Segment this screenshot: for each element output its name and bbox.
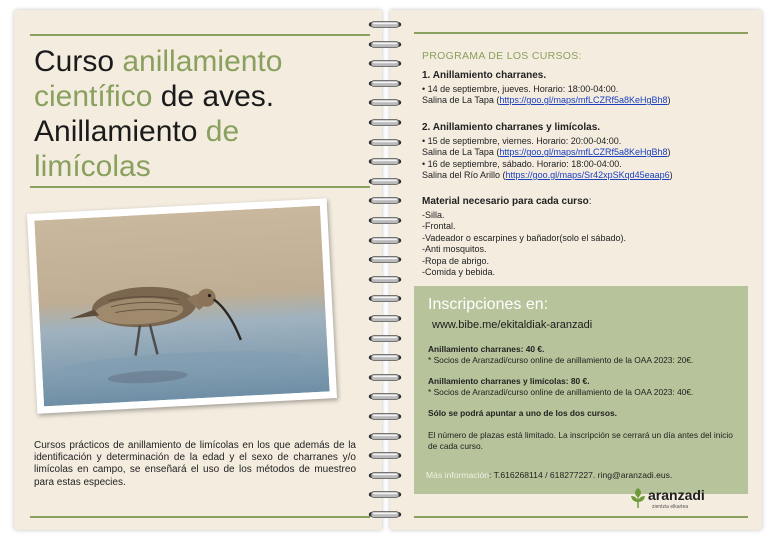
course-1-date: • 14 de septiembre, jueves. Horario: 18:00-04:00.: [422, 83, 619, 94]
spiral-ring: [368, 59, 402, 68]
bird-photo-frame: [27, 198, 337, 413]
only-one-note: [428, 408, 740, 419]
material-item: -Comida y bebida.: [422, 267, 496, 277]
course-2-title: 2. Anillamiento charranes y limícolas.: [422, 122, 601, 133]
spiral-ring: [368, 98, 402, 107]
material-title: [422, 196, 752, 208]
spiral-ring: [368, 432, 402, 441]
spiral-ring: [368, 294, 402, 303]
course-1-place: [422, 95, 752, 107]
title-part-accent: científico: [34, 80, 153, 113]
title-part-accent: limícolas: [34, 150, 151, 183]
material-list: [422, 196, 752, 279]
bottom-rule: [30, 516, 370, 518]
spiral-ring: [368, 177, 402, 186]
map-link[interactable]: https://goo.gl/maps/Sr42xpSKqd45eaap6: [505, 170, 670, 180]
place-close: ): [667, 147, 671, 157]
spiral-ring: [368, 451, 402, 460]
spiral-ring: [368, 40, 402, 49]
more-info-value: : T.616268114 / 618277227. ring@aranzadi.eus.: [489, 470, 673, 480]
spiral-ring: [368, 118, 402, 127]
title-part: de aves.: [152, 80, 275, 113]
material-item: -Ropa de abrigo.: [422, 255, 490, 266]
program-heading: PROGRAMA DE LOS CURSOS:: [422, 50, 582, 62]
place-label: Salina de La Tapa (: [422, 95, 500, 105]
spiral-ring: [368, 314, 402, 323]
spiral-ring: [368, 236, 402, 245]
spiral-ring: [368, 412, 402, 421]
spiral-binding: [362, 14, 408, 526]
bird-photo: [34, 206, 329, 407]
course-2: [422, 122, 752, 182]
map-link[interactable]: https://goo.gl/maps/mfLCZRf5a8KeHgBh8: [499, 147, 668, 157]
spiral-ring: [368, 275, 402, 284]
spiral-ring: [368, 392, 402, 401]
course-2-date-1: • 15 de septiembre, viernes. Horario: 20:00-04:00.: [422, 135, 622, 146]
place-close: ): [667, 95, 671, 105]
title-part-accent: anillamiento: [122, 45, 283, 78]
title-part: Anillamiento: [34, 115, 206, 148]
logo-tagline: zientzia elkartea: [652, 504, 689, 510]
course-2-place-1: [422, 147, 752, 159]
price-2-note: * Socios de Aranzadi/curso online de anillamiento de la OAA 2023: 40€.: [428, 386, 694, 397]
spiral-ring: [368, 216, 402, 225]
title-part-accent: de: [205, 115, 240, 148]
spiral-ring: [368, 196, 402, 205]
inscriptions-box: [414, 286, 748, 494]
logo-name: aranzadi: [648, 487, 705, 503]
place-label: Salina de La Tapa (: [422, 147, 500, 157]
material-title-text: Material necesario para cada curso: [422, 196, 589, 207]
course-1: [422, 70, 752, 107]
inscriptions-url[interactable]: www.bibe.me/ekitaldiak-aranzadi: [432, 319, 593, 331]
inscriptions-heading: Inscripciones en:: [428, 296, 549, 313]
course-2-place-2: [422, 170, 752, 182]
place-label: Salina del Río Arillo (: [422, 170, 506, 180]
spiral-ring: [368, 79, 402, 88]
course-1-title: 1. Anillamiento charranes.: [422, 70, 547, 81]
price-1-title: Anillamiento charranes: 40 €.: [428, 344, 545, 354]
price-1-note: * Socios de Aranzadi/curso online de anillamiento de la OAA 2023: 20€.: [428, 354, 694, 365]
page-title: [34, 44, 364, 184]
limit-note: El número de plazas está limitado. La inscripción se cerrará un día antes del inicio de cada curso.: [428, 430, 733, 451]
course-description: Cursos prácticos de anillamiento de limícolas en los que además de la identificación y determinación de la edad y el sexo de charranes y/o limícolas en campo, se enseñará el uso de los métodos de muestreo para estas especies.: [34, 440, 356, 488]
spiral-ring: [368, 353, 402, 362]
map-link[interactable]: https://goo.gl/maps/mfLCZRf5a8KeHgBh8: [499, 95, 668, 105]
title-part: Curso: [34, 45, 123, 78]
spiral-ring: [368, 373, 402, 382]
left-page: [14, 10, 382, 530]
leaf-logo-icon: [628, 486, 648, 510]
material-item: -Anti mosquitos.: [422, 244, 487, 254]
aranzadi-logo: [628, 484, 728, 514]
spiral-ring: [368, 471, 402, 480]
spiral-ring: [368, 157, 402, 166]
spiral-ring: [368, 138, 402, 147]
price-2-title: Anillamiento charranes y limícolas: 80 €.: [428, 376, 590, 386]
more-info-label: Más información: [426, 470, 490, 480]
spiral-ring: [368, 334, 402, 343]
spiral-ring: [368, 255, 402, 264]
course-2-date-2: • 16 de septiembre, sábado. Horario: 18:00-04:00.: [422, 158, 622, 169]
material-colon: :: [588, 196, 592, 207]
top-rule: [30, 34, 370, 36]
top-rule-right: [414, 32, 748, 34]
spiral-ring: [368, 490, 402, 499]
material-item: -Silla.: [422, 209, 445, 220]
price-1: [428, 344, 740, 365]
price-2: [428, 376, 740, 397]
right-page: [390, 10, 762, 530]
more-info: [426, 470, 672, 480]
bottom-rule-right: [414, 516, 748, 518]
only-one-text: Sólo se podrá apuntar a uno de los dos cursos.: [428, 408, 617, 418]
spiral-ring: [368, 20, 402, 29]
place-close: ): [669, 170, 673, 180]
spiral-ring: [368, 510, 402, 519]
material-item: -Vadeador o escarpines y bañador(solo el sábado).: [422, 232, 626, 243]
material-item: -Frontal.: [422, 221, 456, 231]
title-rule: [30, 186, 370, 188]
